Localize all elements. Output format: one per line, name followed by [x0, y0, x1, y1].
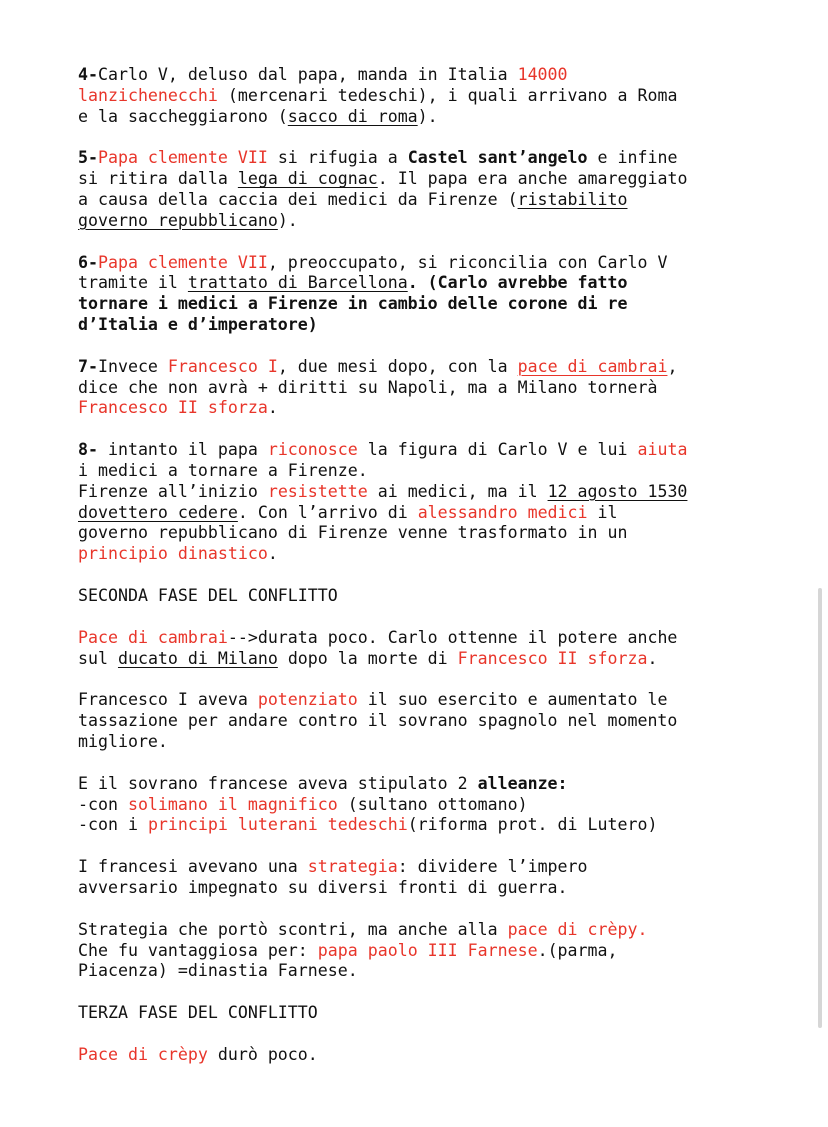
- text-segment: sul: [78, 648, 118, 668]
- text-segment: .(parma,: [537, 940, 618, 960]
- text-segment: (sultano ottomano): [337, 794, 528, 814]
- text-segment: si rifugia a: [267, 148, 408, 168]
- text-segment: -->durata poco. Carlo ottenne il potere anche: [227, 627, 678, 647]
- paragraph: [78, 148, 778, 231]
- highlighted-term: aiuta: [637, 440, 688, 460]
- underlined-text: lega di cognac: [237, 169, 378, 189]
- text-segment: , due mesi dopo, con la: [277, 356, 518, 376]
- text-segment: 8-: [78, 440, 98, 460]
- text-segment: e infine: [587, 148, 678, 168]
- text-segment: , preoccupato, si riconcilia con Carlo V: [267, 252, 668, 272]
- paragraph: [78, 774, 778, 836]
- text-segment: (riforma prot. di Lutero): [407, 815, 658, 835]
- highlighted-term: principi luterani tedeschi: [147, 815, 408, 835]
- highlighted-term: alessandro medici: [417, 502, 588, 522]
- text-segment: 6-: [78, 252, 98, 272]
- text-segment: tornare i medici a Firenze in cambio delle corone di re: [78, 294, 628, 314]
- paragraph: [78, 920, 778, 982]
- text-segment: .: [267, 398, 278, 418]
- text-line: [78, 211, 778, 232]
- text-segment: Castel sant’angelo: [407, 148, 588, 168]
- text-segment: Firenze all’inizio: [78, 481, 268, 501]
- text-segment: ,: [667, 356, 678, 376]
- text-segment: dopo la morte di: [277, 648, 458, 668]
- text-segment: -con i: [78, 815, 148, 835]
- text-line: [78, 628, 778, 649]
- text-line: [78, 732, 778, 753]
- text-segment: migliore.: [78, 731, 168, 751]
- text-line: [78, 711, 778, 732]
- text-line: [78, 795, 778, 816]
- text-line: [78, 878, 778, 899]
- highlighted-term: Francesco II sforza: [78, 398, 268, 418]
- text-segment: Invece: [97, 356, 168, 376]
- text-line: [78, 294, 778, 315]
- highlighted-term: 14000: [517, 65, 568, 84]
- text-segment: il suo esercito e aumentato le: [357, 690, 668, 710]
- underlined-text: ristabilito: [517, 189, 628, 209]
- text-line: [78, 461, 778, 482]
- text-segment: tassazione per andare contro il sovrano spagnolo nel momento: [78, 711, 678, 731]
- paragraph: [78, 586, 778, 607]
- text-line: [78, 690, 778, 711]
- text-segment: .: [647, 648, 658, 668]
- text-line: [78, 440, 778, 461]
- text-line: [78, 107, 778, 128]
- text-line: [78, 857, 778, 878]
- text-segment: Che fu vantaggiosa per:: [78, 940, 318, 960]
- text-segment: I francesi avevano una: [78, 857, 308, 877]
- text-segment: Francesco I aveva: [78, 690, 258, 710]
- notes-document: [78, 65, 778, 1087]
- text-line: [78, 774, 778, 795]
- text-segment: . Con l’arrivo di: [237, 502, 418, 522]
- text-line: [78, 86, 778, 107]
- paragraph: [78, 253, 778, 336]
- paragraph: [78, 628, 778, 670]
- text-line: [78, 1045, 778, 1066]
- text-segment: intanto il papa: [97, 440, 268, 460]
- underlined-text: sacco di roma: [287, 106, 418, 126]
- text-line: [78, 815, 778, 836]
- text-segment: governo repubblicano di Firenze venne trasformato in un: [78, 523, 628, 543]
- paragraph: [78, 1045, 778, 1066]
- text-segment: TERZA FASE DEL CONFLITTO: [78, 1003, 318, 1023]
- text-line: [78, 941, 778, 962]
- text-segment: -con: [78, 794, 128, 814]
- text-segment: ).: [277, 210, 298, 230]
- text-segment: avversario impegnato su diversi fronti di guerra.: [78, 877, 568, 897]
- text-line: [78, 169, 778, 190]
- text-line: [78, 523, 778, 544]
- text-segment: la figura di Carlo V e lui: [357, 440, 638, 460]
- paragraph: [78, 65, 778, 127]
- highlighted-term: resistette: [267, 481, 368, 501]
- text-line: [78, 920, 778, 941]
- text-line: [78, 649, 778, 670]
- text-line: [78, 378, 778, 399]
- text-segment: . Il papa era anche amareggiato: [377, 169, 688, 189]
- highlighted-term: Pace di cambrai: [78, 627, 228, 647]
- text-segment: durò poco.: [207, 1044, 318, 1064]
- highlighted-term: lanzichenecchi: [78, 85, 218, 105]
- text-line: [78, 148, 778, 169]
- text-segment: dice che non avrà + diritti su Napoli, ma a Milano tornerà: [78, 377, 658, 397]
- text-segment: i medici a tornare a Firenze.: [78, 460, 368, 480]
- text-line: [78, 253, 778, 274]
- highlighted-term: Papa clemente VII: [97, 148, 268, 168]
- highlighted-term: Francesco II sforza: [457, 648, 648, 668]
- text-segment: e la saccheggiarono (: [78, 106, 288, 126]
- text-segment: Piacenza) =dinastia Farnese.: [78, 961, 358, 981]
- text-segment: : dividere l’impero: [397, 857, 588, 877]
- text-line: [78, 315, 778, 336]
- text-segment: . (Carlo avrebbe fatto: [407, 273, 628, 293]
- text-segment: ai medici, ma il: [367, 481, 548, 501]
- text-segment: (mercenari tedeschi), i quali arrivano a Roma: [217, 85, 678, 105]
- text-line: [78, 273, 778, 294]
- highlighted-term: principio dinastico: [78, 544, 268, 564]
- text-line: [78, 190, 778, 211]
- underlined-text: 12 agosto 1530: [547, 481, 688, 501]
- text-segment: 7-: [78, 356, 98, 376]
- text-line: [78, 398, 778, 419]
- text-segment: Carlo V, deluso dal papa, manda in Italia: [97, 65, 518, 84]
- text-segment: alleanze:: [477, 773, 568, 793]
- text-segment: ).: [417, 106, 438, 126]
- text-segment: a causa della caccia dei medici da Firenze (: [78, 189, 518, 209]
- text-line: [78, 482, 778, 503]
- text-line: [78, 65, 778, 86]
- text-segment: 5-: [78, 148, 98, 168]
- paragraph: [78, 440, 778, 565]
- paragraph: [78, 857, 778, 899]
- text-segment: il: [587, 502, 618, 522]
- highlighted-term: solimano il magnifico: [127, 794, 338, 814]
- text-line: [78, 1003, 778, 1024]
- paragraph: [78, 690, 778, 752]
- highlighted-term: potenziato: [257, 690, 358, 710]
- vertical-scrollbar[interactable]: [818, 588, 822, 1028]
- text-segment: SECONDA FASE DEL CONFLITTO: [78, 585, 338, 605]
- text-segment: .: [267, 544, 278, 564]
- paragraph: [78, 357, 778, 419]
- text-line: [78, 544, 778, 565]
- text-segment: 4-: [78, 65, 98, 84]
- highlighted-term: riconosce: [267, 440, 358, 460]
- underlined-text: dovettero cedere: [78, 502, 238, 522]
- highlighted-term: Pace di crèpy: [78, 1044, 208, 1064]
- text-line: [78, 586, 778, 607]
- highlighted-term: Papa clemente VII: [97, 252, 268, 272]
- highlighted-term: pace di cambrai: [517, 356, 668, 376]
- text-segment: d’Italia e d’imperatore): [78, 314, 318, 334]
- text-line: [78, 503, 778, 524]
- highlighted-term: strategia: [307, 857, 398, 877]
- highlighted-term: Francesco I: [167, 356, 278, 376]
- underlined-text: ducato di Milano: [117, 648, 278, 668]
- paragraph: [78, 1003, 778, 1024]
- text-line: [78, 357, 778, 378]
- text-line: [78, 961, 778, 982]
- text-segment: Strategia che portò scontri, ma anche alla: [78, 919, 508, 939]
- text-segment: tramite il: [78, 273, 188, 293]
- highlighted-term: papa paolo III Farnese: [317, 940, 538, 960]
- text-segment: si ritira dalla: [78, 169, 238, 189]
- underlined-text: trattato di Barcellona: [187, 273, 408, 293]
- underlined-text: governo repubblicano: [78, 210, 278, 230]
- text-segment: E il sovrano francese aveva stipulato 2: [78, 773, 478, 793]
- highlighted-term: pace di crèpy.: [507, 919, 648, 939]
